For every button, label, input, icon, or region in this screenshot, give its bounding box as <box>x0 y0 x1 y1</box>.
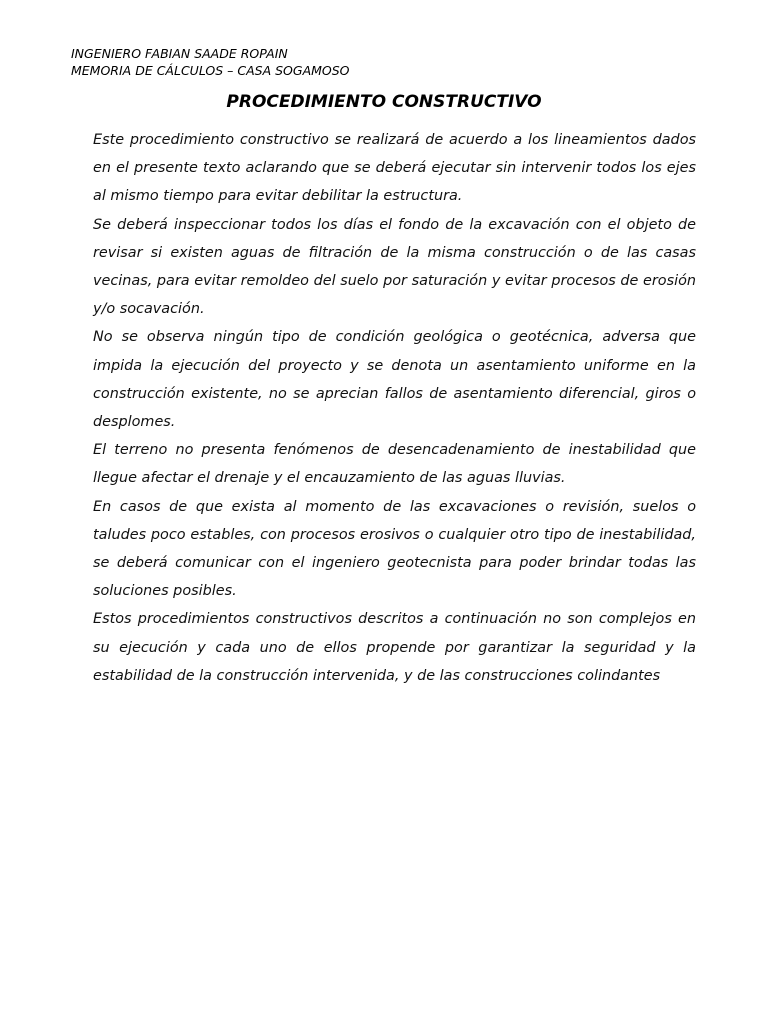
paragraph: En casos de que exista al momento de las excavaciones o revisión, suelos o taludes poco estables, con procesos erosivos o cualquier otro tipo de inestabilidad, se deberá comunicar con el ingeniero geotecnista para poder brindar todas las soluciones posibles. <box>93 498 696 600</box>
paragraph: No se observa ningún tipo de condición geológica o geotécnica, adversa que impida la ejecución del proyecto y se denota un asentamiento uniforme en la construcción existente, no se aprecian fallos de asentamiento diferencial, giros o desplomes. <box>93 329 696 431</box>
header-engineer-name: INGENIERO FABIAN SAADE ROPAIN <box>71 46 288 61</box>
page-header <box>71 45 350 79</box>
paragraph: El terreno no presenta fenómenos de desencadenamiento de inestabilidad que llegue afectar el drenaje y el encauzamiento de las aguas lluvias. <box>93 442 696 487</box>
paragraph: Estos procedimientos constructivos descritos a continuación no son complejos en su ejecución y cada uno de ellos propende por garantizar la seguridad y la estabilidad de la construcción intervenida, y de las construcciones colindantes <box>93 611 696 684</box>
header-document-title: MEMORIA DE CÁLCULOS – CASA SOGAMOSO <box>71 63 350 78</box>
document-body <box>93 126 696 690</box>
paragraph: Este procedimiento constructivo se realizará de acuerdo a los lineamientos dados en el presente texto aclarando que se deberá ejecutar sin intervenir todos los ejes al mismo tiempo para evitar debilitar la estructura. <box>93 132 696 205</box>
paragraph: Se deberá inspeccionar todos los días el fondo de la excavación con el objeto de revisar si existen aguas de filtración de la misma construcción o de las casas vecinas, para evitar remoldeo del suelo por saturación y evitar procesos de erosión y/o socavación. <box>93 216 696 318</box>
section-title: PROCEDIMIENTO CONSTRUCTIVO <box>226 92 542 112</box>
